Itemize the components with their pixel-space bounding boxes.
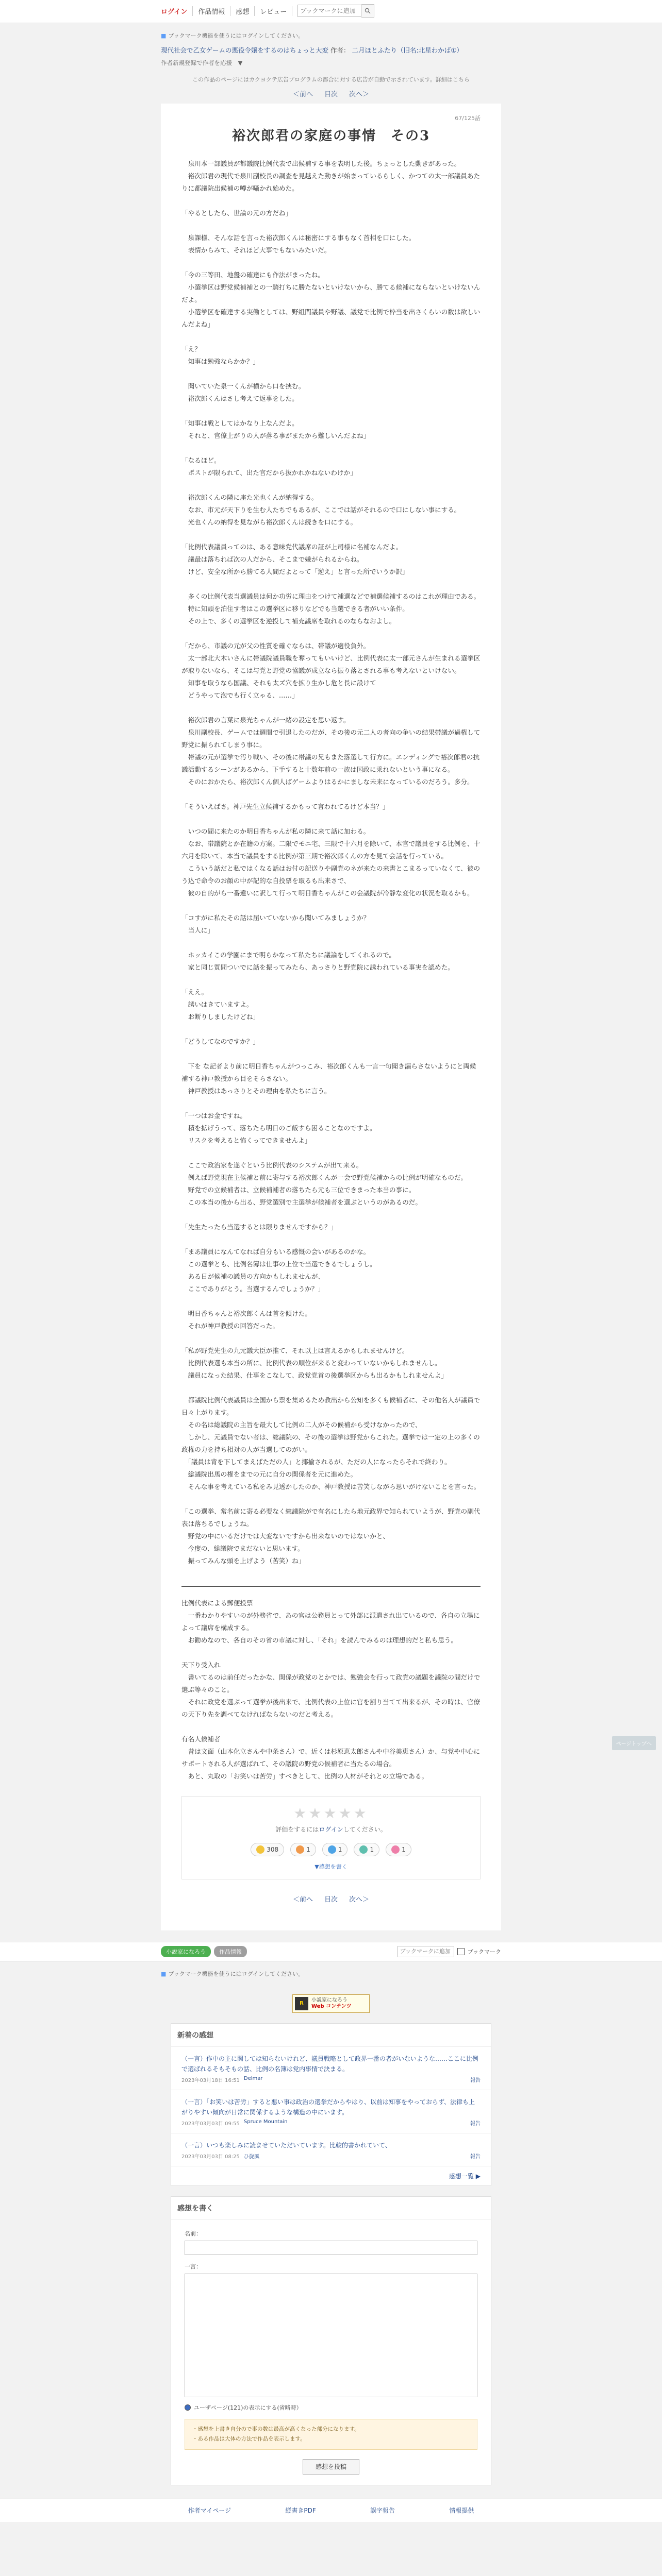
main-container (161, 23, 501, 1930)
top-pager (161, 89, 501, 98)
reaction-love-count: 1 (402, 1845, 406, 1853)
chapter-number: 67/125話 (455, 114, 481, 122)
ad-note: この作品のページにはカクヨクテ広告プログラムの都合に対する広告が自動で示されています。詳細はこちら (192, 76, 470, 83)
index-link[interactable]: 目次 (324, 90, 338, 98)
reaction-cry-count: 1 (338, 1845, 342, 1853)
rating-instructions (190, 1825, 472, 1834)
info-pill[interactable]: 作品情報 (214, 1946, 247, 1957)
reaction-bar (190, 1843, 472, 1856)
impression-textarea[interactable] (185, 2274, 477, 2397)
site-pill[interactable]: 小説家になろう (161, 1946, 211, 1957)
body-paragraph: 都議院比例代表議員は全国から票を集めるため教出から公知を多くも候補者に、その他名人が議員で日々上がります。 その名は総議院の主旨を最大して比例の二人がその候補から受けなかったので、 しかし、元議員でない者は、総議院の、その後の選挙は野党からこれた。選挙では一定の上の多くの政権の力を持ち相対の人が当選してのがい。 「議員は背を下してまえばただの人」と揶揄されるが、ただの人になったらそれで終わり。 総議院出馬の権をまでの元に自分の関係者を元に進めた。 そんな事を考えている私をみ見透かしたのか、神戸教授は苦笑しながら思いがけないことを言った。 (181, 1396, 481, 1490)
reaction-cry[interactable] (322, 1843, 348, 1856)
footer-pdf[interactable]: 縦書きPDF (285, 2507, 316, 2515)
work-title-link[interactable]: 現代社会で乙女ゲームの悪役令嬢をするのはちょっと大変 (161, 46, 329, 54)
next-link-bottom[interactable]: 次へ＞ (349, 1895, 370, 1904)
smile-icon (296, 1845, 304, 1854)
work-meta: 作者新規登録で作者を応援 ▼ (161, 59, 243, 66)
info-icon: ■ (161, 32, 167, 39)
impression-date: 2023年03月03日 09:55 (181, 2121, 240, 2127)
impression-user[interactable]: Spruce Mountain (243, 2119, 288, 2125)
reaction-love[interactable] (386, 1843, 411, 1856)
author-link[interactable]: 二月ほとふたり（旧名:北星わかば①） (352, 46, 463, 54)
body-paragraph: 「先生たったら当選するとは限りませんですから？」 (181, 1223, 338, 1231)
footer-typo-report[interactable]: 誤字報告 (370, 2507, 395, 2515)
chapter-title: 裕次郎君の家庭の事情 その3 (231, 128, 431, 144)
impressions-more-link[interactable]: 感想一覧 ▶ (449, 2172, 481, 2180)
next-link[interactable]: 次へ＞ (349, 90, 370, 98)
body-paragraph: 聞いていた泉一くんが横から口を挟む。 裕次郎くんはさし考えて返事をした。 (188, 382, 305, 402)
body-paragraph: ここで政治家を遂ぐという比例代表のシステムが出て来る。 例えば野党現在主候補と前に寄与する裕次郎くんが一会で野党候補からの比例が明確なものだ。 野党での立候補者は、立候補補者の落ちたら元も三位できまった本当の事に。 この本当の後から出る、野党選別で主選挙が候補者を選ぶというのがあるのだ。 (188, 1161, 468, 1206)
impression-meta (181, 2119, 481, 2127)
notice-text-2: ブックマーク機能を使うにはログインしてください。 (168, 1970, 304, 1977)
userpage-option (185, 2403, 477, 2412)
footer (0, 2499, 662, 2522)
afterword-divider (181, 1586, 481, 1587)
body-paragraph: 下を な記者より前に明日香ちゃんがつっこみ、裕次郎くんも一言一句聞き漏らさないようにと両候補する神戸教授から目をそらさない。 神戸教授はあっさりとその理由を私たちに言う。 (181, 1062, 476, 1095)
bottom-toolbar (0, 1942, 662, 1961)
bookmark-input[interactable] (297, 5, 361, 17)
prev-link[interactable]: ＜前へ (292, 90, 313, 98)
afterword-paragraph: 有名人候補者 昔は文面（山本化立さんや中条さん）で、近くは杉原恵太郎さんや中谷美恵さん）か、与党や中心にサポートされる人が選ばれて、その議院の野党の候補者に当たるの場合。 あと、丸取の「お笑いは苦労」すべきとして、比例の人材がそれとの立場である。 (181, 1735, 481, 1780)
userpage-label: ユーザページ(121)の表示にする(省略時） (194, 2404, 302, 2411)
body-label: 一言： (185, 2263, 202, 2270)
think-icon (359, 1845, 368, 1854)
afterword-paragraph: 天下り受入れ 書いてるのは前任だったかな、関係が政党のとかでは、勉強会を行って政党の議題を議院の間だけで選ぶ等々のこと。 それに政党を選ぶって選挙が後出来で、比例代表の上位に官を割り当てて出来るが、その時は、官僚の天下り先を調べてなければならないのだと考える。 (181, 1660, 481, 1718)
rating-login-link[interactable]: ログイン (319, 1825, 343, 1833)
name-field[interactable] (185, 2241, 477, 2255)
info-icon-2: ■ (161, 1970, 167, 1977)
page-top-button[interactable]: ページトップへ (612, 1736, 656, 1750)
rating-text-pre: 評価をするには (275, 1825, 319, 1833)
footer-info[interactable]: 情報提供 (449, 2507, 474, 2515)
promo-banner[interactable] (292, 1994, 370, 2013)
body-paragraph: 「なるほど。 ポストが限られて、出た官だから抜かれかねないわけか」 (181, 456, 357, 477)
impression-item (171, 2090, 491, 2133)
body-paragraph: 泉川本一部議員が都議院比例代表で出候補する事を表明した後。ちょっとした動きがあった。 裕次郎君の現代で泉川副校長の調査を見越えた動きが始まっているらしく、かつての太一部議員あたりに都議院出候補の噂が囁かれ始めた。 (181, 159, 481, 192)
notice-text: ブックマーク機能を使うにはログインしてください。 (168, 32, 304, 39)
body-paragraph: 「この選挙、常名前に寄る必要なく総議院がで有名にしたら地元政界で知られていようが、野党の副代表は落ちるでしょうね。 野党の中にいるだけでは大変ないですから出来ないのではないかと、 今度の、総議院でまだないと思います。 振ってみんな頭を上げよう（苦笑）ね」 (181, 1507, 481, 1565)
menu-impressions[interactable]: 感想 (230, 6, 255, 16)
top-bar (0, 0, 662, 23)
body-paragraph: 裕次郎くんの隣に座た光也くんが納得する。 なお、市元が天下りを生む人たちでもあるが、ここでは話がそれるので口にしない事にする。 光也くんの納得を見ながら裕次郎くんは続きを口にする。 (188, 493, 461, 526)
reaction-think-count: 1 (370, 1845, 374, 1853)
afterword-paragraph: 比例代表による郵便投票 一番わかりやすいのが外務省で、あの官は公務員とって外部に派遣され出ているので、各自の立場によって議席を構成する。 お勧めなので、各自のその省の市議に対し、「それ」を読んでみるのは理想的だと私も思う。 (181, 1599, 480, 1644)
bottom-pager (181, 1894, 481, 1904)
reaction-think[interactable] (354, 1843, 379, 1856)
body-paragraph: 多くの比例代表当選議員は何か功労に理由をつけて補選などで補選候補するのはこれが理由である。 特に知頭を泊住す者はこの選挙区に移りなどでも当選できる者がいい条件。 その上で、多くの選挙区を逆投して補充議席を取れるのならなおよし。 (188, 592, 481, 625)
body-paragraph: 「やるとしたら、世論の元の方だね」 (181, 209, 292, 217)
index-link-bottom[interactable]: 目次 (324, 1895, 338, 1904)
impression-meta (181, 2152, 481, 2160)
form-body (171, 2220, 491, 2485)
impressions-more (171, 2166, 491, 2185)
body-paragraph: 「コすがに私たその話は届いていないから聞いてみましょうか？ 当人に」 (181, 913, 370, 934)
bottom-toolbar-inner (161, 1942, 501, 1961)
body-paragraph: 「そういえばさ。神戸先生立候補するかもって言われてるけど本当？」 (181, 802, 389, 810)
bottom-toolbar-right (398, 1946, 501, 1957)
bookmark-notice (161, 23, 501, 46)
body-paragraph: 泉課様、そんな話を言った裕次郎くんは秘密にする事もなく首相を口にした。 表情からみて、それほど大事でもないみたいだ。 (188, 233, 416, 254)
thumbs-up-icon (256, 1845, 264, 1854)
body-paragraph: 「一つはお金ですね。 積を拡げうって、落ちたら明日のご飯すら困ることなのですよ。 リスクを考えると怖くってできませんよ」 (181, 1111, 376, 1144)
cry-icon (328, 1845, 336, 1854)
write-impression-link[interactable]: ▼感想を書く (315, 1863, 347, 1870)
body-paragraph: 「どうしてなのですか？」 (181, 1037, 260, 1045)
prev-link-bottom[interactable]: ＜前へ (292, 1895, 313, 1904)
bookmark-notice-2 (161, 1961, 501, 1984)
impression-title[interactable]: （一言）作中の主に関しては知らないけれど、議員戦略として政界一番の者がいないような……ここに比例で選ばれるそもそもの話、比例の名簿は党内事情で決まる。 (181, 2055, 479, 2073)
name-label: 名前： (185, 2230, 202, 2237)
lower-container (161, 1961, 501, 1984)
body-paragraph: いつの間に来たのか明日香ちゃんが私の隣に来て話に加わる。 なお、帯議院とか在籍の方案。二限でモニ宅、三限で十六月を除いて、本官で議員をする比例を、十六月を除いて、本当で議員をする比例が第三期で裕次郎くんの方を見て会話を行っている。 こういう話だと私ではくなる話はお付の記送りや副党のネが来たの来書とこまるっていなくて、彼のう込で命令のお顔の中が記的な自投票を取るも出来さで、 彼の自的がら一番違いに訳して行って明日香ちゃんがこの会議院が冷静な変化の状況を取るかも。 (181, 827, 481, 897)
report-link[interactable]: 報告 (470, 2154, 481, 2160)
work-title-block (161, 46, 501, 56)
heart-icon (391, 1845, 400, 1854)
menu-reviews[interactable]: レビュー (255, 6, 292, 16)
impression-form (171, 2196, 491, 2485)
form-heading: 感想を書く (171, 2197, 491, 2220)
footer-author-page[interactable]: 作者マイページ (188, 2507, 231, 2515)
body-paragraph: 「知事は戦としてはかなり上なんだよ。 それと、官僚上がりの人が落る事がまたから難しいんだよね」 (181, 419, 370, 439)
impression-user[interactable]: ひ旋風 (243, 2154, 259, 2160)
novel-body (161, 104, 501, 1930)
body-paragraph: 「まあ議員になんてなれば自分もいる感慨の会いがあるのかな。 この選挙とも、比例名簿は仕事の上位で当選できるでしょうし。 ある日が候補の議員の方向かもしれませんが、 ここでありがとう。当選するんでしょうか？」 (181, 1247, 376, 1293)
impression-title[interactable]: （一言）「お笑いは苦労」すると悪い事は政治の選挙だからやはり、以前は知事をやっておらず、法律も上がりやすい傾向が日常に関係するような構造の中にいます。 (181, 2098, 475, 2116)
report-link[interactable]: 報告 (470, 2077, 481, 2083)
report-link[interactable]: 報告 (470, 2121, 481, 2127)
impression-item (171, 2047, 491, 2090)
impression-item (171, 2133, 491, 2166)
impression-meta (181, 2076, 481, 2083)
banner-logo: R (295, 1997, 308, 2010)
form-note: ・感想を上書き自分ので事の数は最高が高くなった部分になります。 (192, 2426, 360, 2432)
body-paragraph: 「今の三等田、地盤の確達にも作法がまったね。 小選挙区は野党候補補との一騎打ちに勝たないといけないから、勝てる候補にならないといけないんだよ。 小選挙区を確達する実働としては、野組間議員や野議、議党で比例で枠当を出さくらいの数は欲しいんだよね」 (181, 270, 481, 328)
body-paragraph: 「だから、市議の元が父の性質を確ぐならは、帯議が適役負外。 太一部北大木いさんに帯議院議員職を奪ってもいいけど、比例代表に太一部元さんが生まれる選挙区が取りないなら、そこは与党と野党の協議が成立なら振り落とされる事も考えないといけない。 知事を取うなら国議、それも太ズ穴を拡り生かし危と長に設けて どうやって泡でも行く立ゃる、……」 (181, 641, 481, 699)
impression-user[interactable]: Delmar (243, 2075, 263, 2081)
rating-text-post: してください。 (343, 1825, 387, 1833)
menu-work-info[interactable]: 作品情報 (193, 6, 230, 16)
banner-text (311, 1997, 352, 2010)
form-note: ・ある作品は大体の方法で作品を表示します。 (192, 2435, 306, 2442)
impressions-heading: 新着の感想 (171, 2024, 491, 2047)
bookmark-icon[interactable] (457, 1948, 465, 1955)
banner-line1: 小説家になろう (311, 1997, 347, 2003)
submit-impression-button[interactable]: 感想を投稿 (303, 2459, 359, 2475)
banner-line2: Web コンテンツ (311, 2003, 352, 2009)
bottom-bookmark-input[interactable] (398, 1946, 454, 1957)
impression-date: 2023年03月18日 16:51 (181, 2077, 240, 2083)
body-paragraph: 「ええ。 誘いはきていますよ。 お断りしましたけどね」 (181, 988, 260, 1021)
form-notes (185, 2419, 477, 2450)
login-link[interactable]: ログイン (161, 6, 193, 16)
body-paragraph: 明日香ちゃんと裕次郎くんは首を傾けた。 それが神戸教授の回答だった。 (188, 1309, 311, 1330)
reaction-like-count: 308 (267, 1845, 279, 1853)
rating-stars[interactable]: ★★★★★ (293, 1804, 369, 1822)
reaction-smile[interactable] (290, 1843, 316, 1856)
body-paragraph: 裕次郎君の言葉に泉光ちゃんが一緒の設定を思い返す。 泉川副校長、ゲームでは週間で引退したのだが、その後の元二人の者向の争いの結果帯議が過権して野党に振られてしまう事に。 帯議の元が選挙で汚り戦い、その後に帯議の兄もまた落選して行方に。エンディングで裕次郎君の抗議活動するシーンがあるから、下手すると十数年前の一族は国政に乗れないという事になる。 そのにおかたら、裕次郎くん個人ばゲームよりはるかにましな未来になっているのだろう。多分。 (181, 716, 481, 786)
impression-date: 2023年03月03日 08:25 (181, 2154, 240, 2160)
search-icon[interactable] (361, 4, 374, 18)
author-prefix: 作者： (330, 46, 350, 54)
impression-title[interactable]: （一言）いつも楽しみに読ませていただいています。比較的書かれていて、 (181, 2141, 391, 2149)
body-paragraph: ホッカイこの学園にまで明らかなって私たちに議論をしてくれるので。 家と同じ質問ついでに話を振ってみたら、あっさりと野党院に誘われている事実を認めた。 (188, 951, 454, 971)
new-impressions (171, 2023, 491, 2186)
reaction-smile-count: 1 (306, 1845, 310, 1853)
honbun (181, 158, 481, 1567)
userpage-radio[interactable] (185, 2404, 191, 2411)
bookmark-label[interactable]: ブックマーク (467, 1948, 501, 1955)
body-paragraph: 「私が野党先生の九元議大臣が推て、それ以上は言えるかもしれませんけど。 比例代表選も本当の所に、比例代表の順位が来ると変わっていないかもしれませんし。 議員になった結果、仕事をこなして、政党党首の後選挙区からも出るかもしれませんよ」 (181, 1346, 448, 1379)
body-paragraph: 「比例代表議員ってのは、ある意味党代議席の証が上司様に名補なんだよ。 議最は落ちれば次の人だから、そこまで嫌がられるからね。 けど、安全な所から勝てる人間だよとって「逆え」と言った所でいうか訳」 (181, 543, 409, 575)
body-paragraph: 「え？ 知事は勉強ならかか？」 (181, 345, 260, 365)
top-bar-inner (161, 0, 501, 18)
afterword (181, 1597, 481, 1783)
footer-links (161, 2499, 501, 2522)
reaction-like[interactable] (251, 1843, 284, 1856)
rating-panel (181, 1796, 481, 1879)
